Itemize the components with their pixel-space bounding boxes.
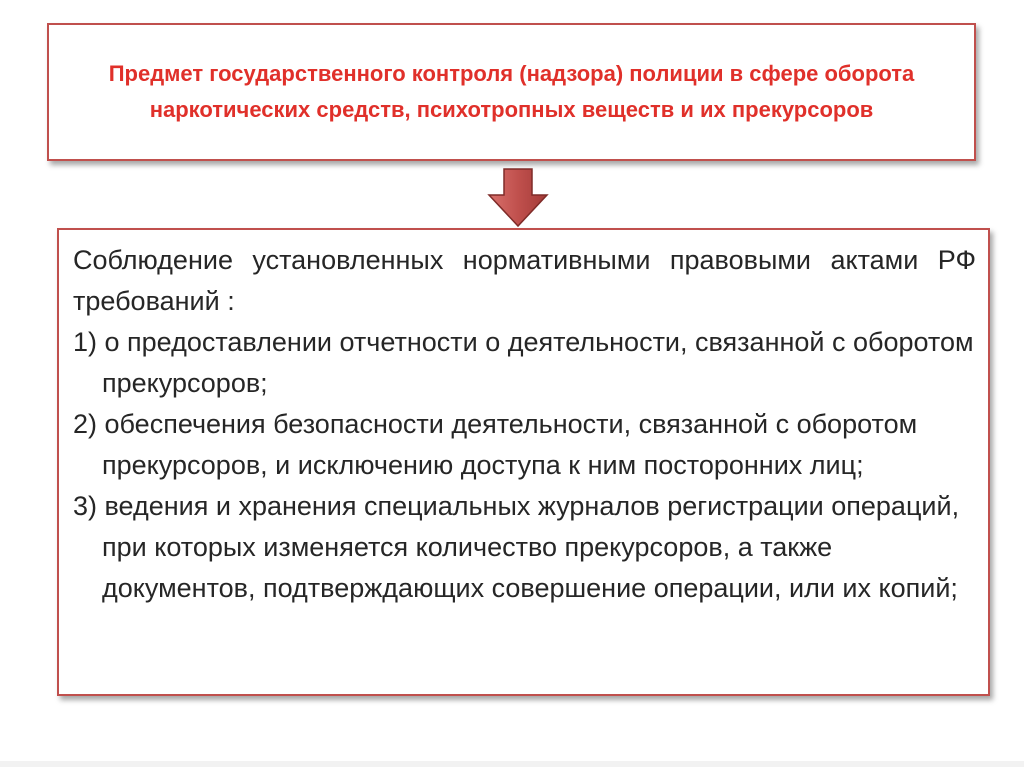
requirements-box — [57, 228, 990, 696]
footer-bar — [0, 761, 1024, 767]
requirement-item-3: 3) ведения и хранения специальных журналов регистрации операций, при которых изменяется количество прекурсоров, а также документов, подтверждающих совершение операции, или их копий; — [73, 491, 960, 603]
requirements-intro: Соблюдение установленных нормативными правовыми актами РФ требований : — [73, 245, 976, 316]
title-box — [47, 23, 976, 161]
slide-title: Предмет государственного контроля (надзора) полиции в сфере оборота наркотических средств, психотропных веществ и их прекурсоров — [108, 61, 915, 122]
down-arrow-icon — [486, 167, 550, 229]
requirement-item-2: 2) обеспечения безопасности деятельности, связанной с оборотом прекурсоров, и исключению доступа к ним посторонних лиц; — [73, 409, 918, 480]
requirement-item-1: 1) о предоставлении отчетности о деятельности, связанной с оборотом прекурсоров; — [73, 327, 974, 398]
